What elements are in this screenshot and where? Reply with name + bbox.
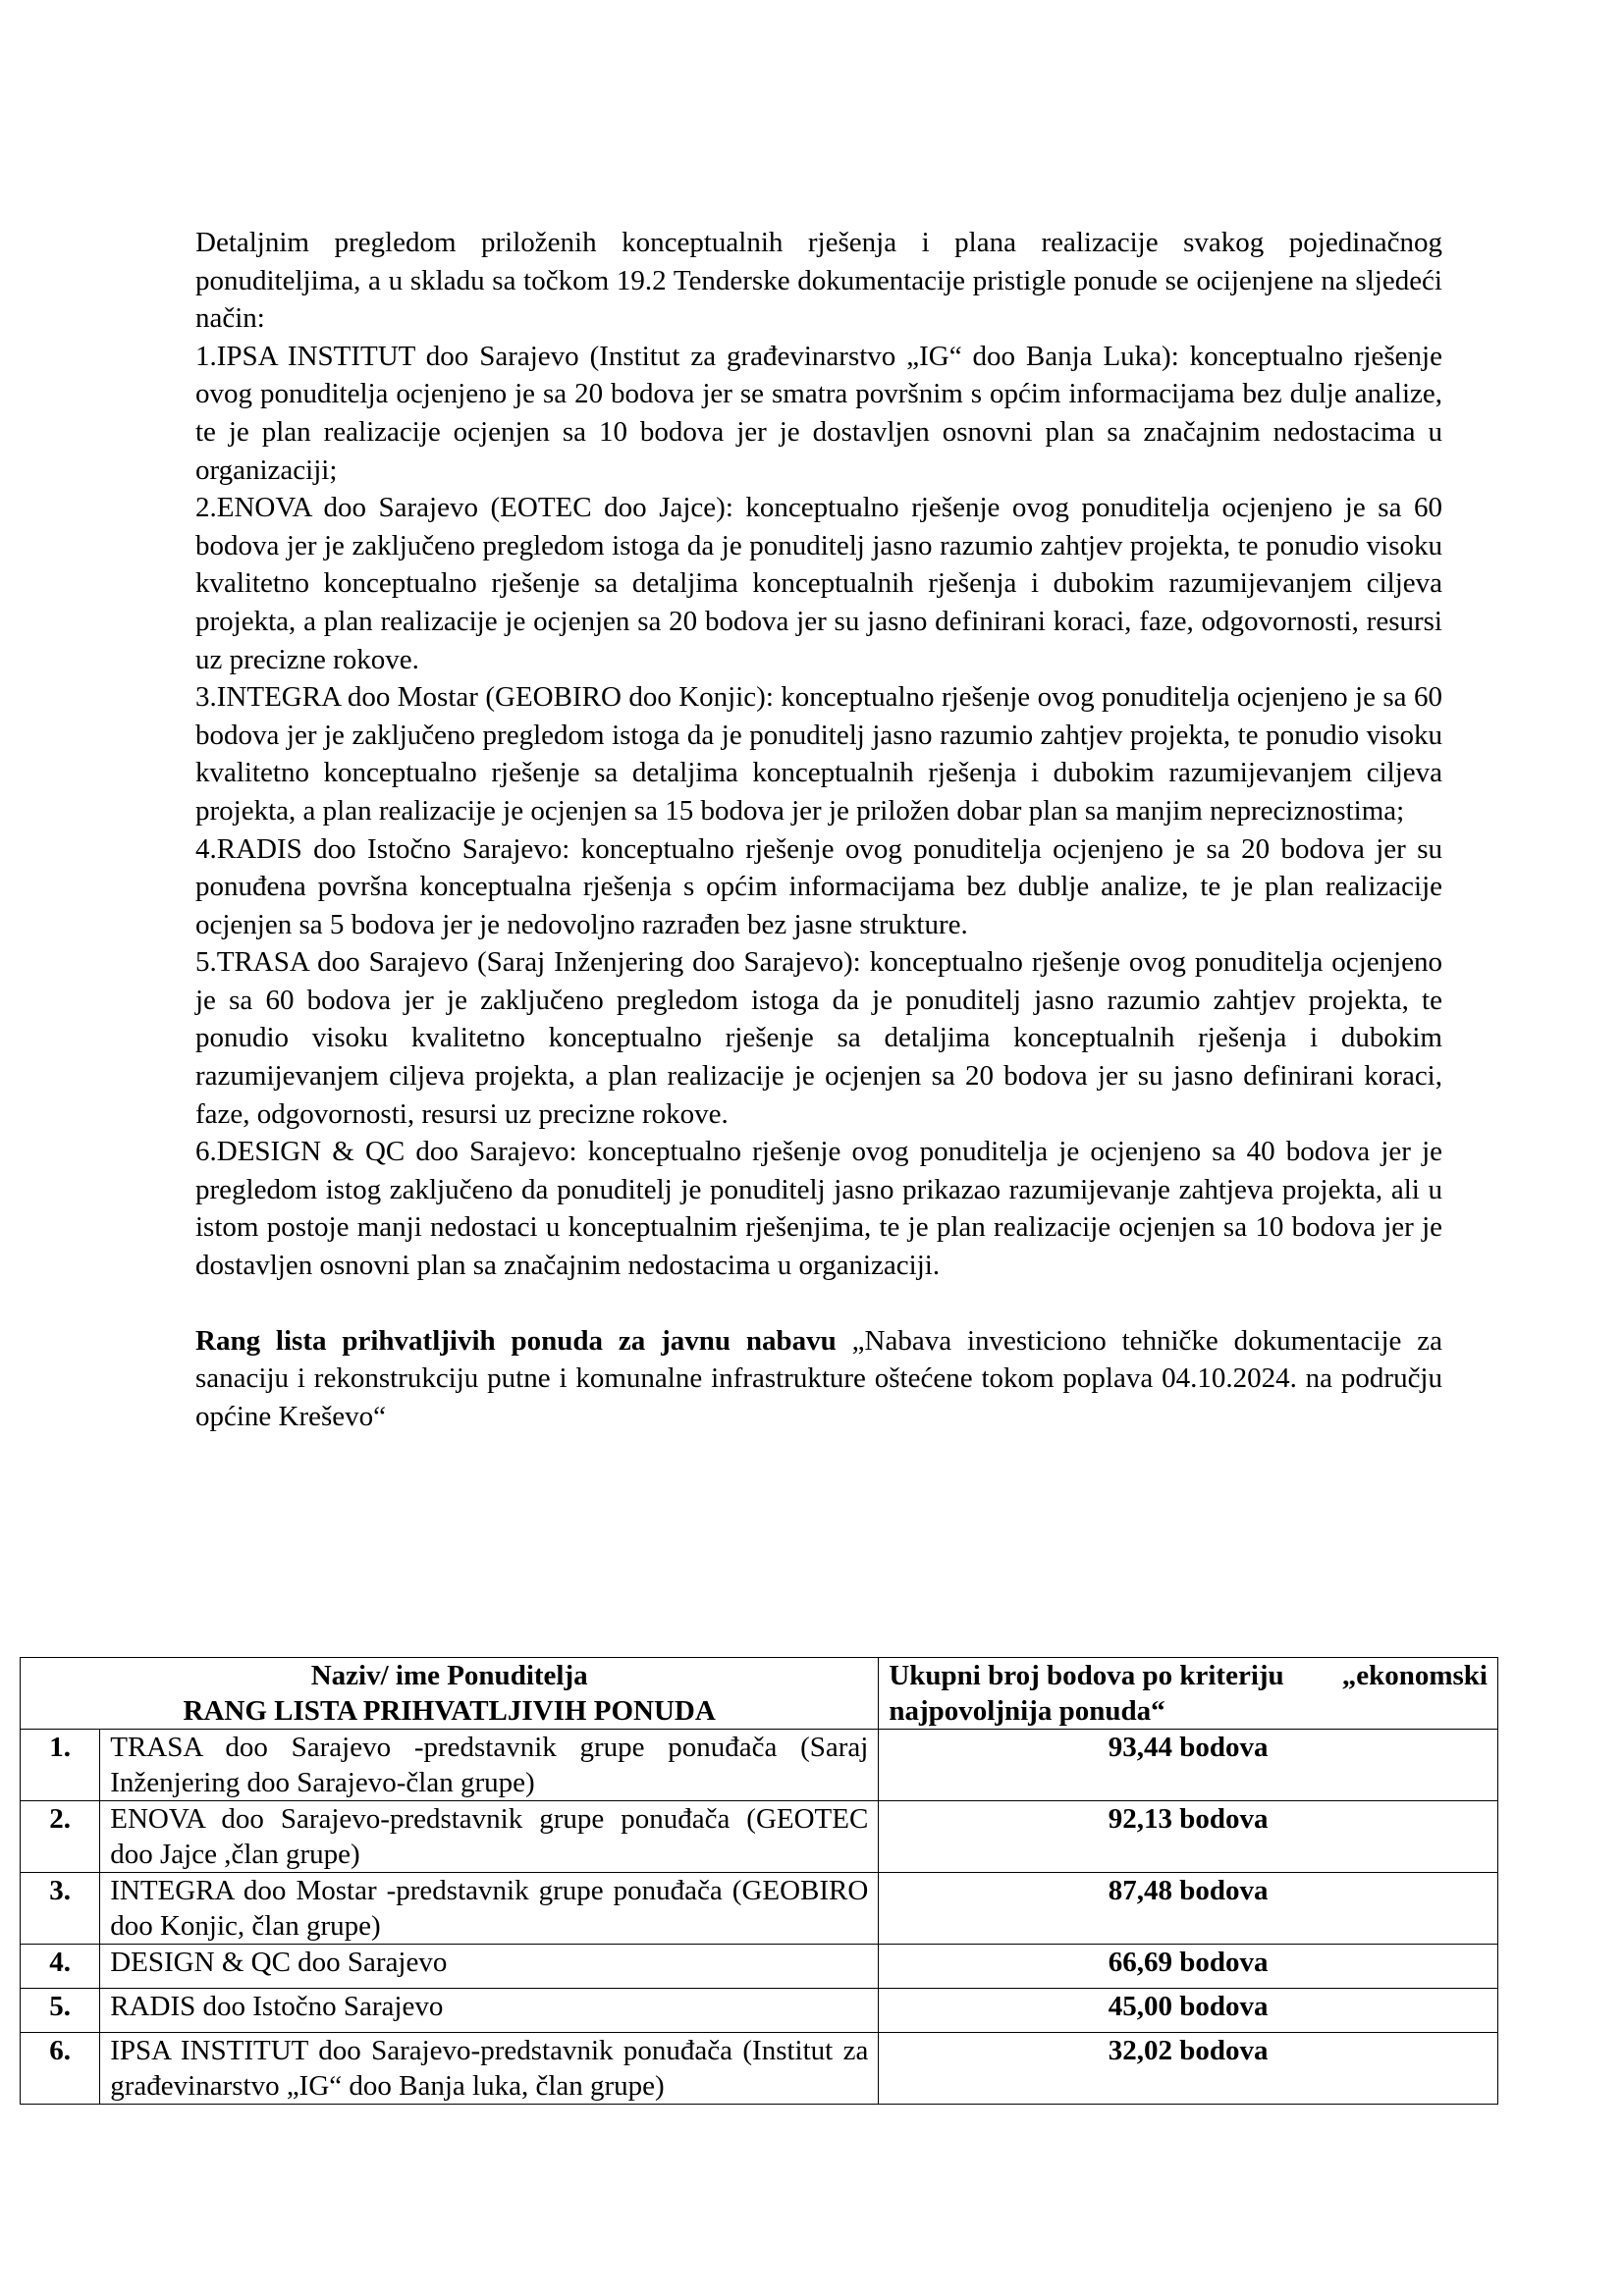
bidder-name: ENOVA doo Sarajevo-predstavnik grupe ponuđača (GEOTEC doo Jajce ,član grupe) (100, 1801, 879, 1873)
evaluation-6: 6.DESIGN & QC doo Sarajevo: konceptualno rješenje ovog ponuditelja je ocjenjeno sa 40 bodova jer je pregledom istog zaključeno da ponuditelj je ponuditelj jasno prikazao razumijevanje zahtjeva projekta, ali u istom postoje manji nedostaci u konceptualnim rješenjima, te je plan realizacije ocjenjen sa 10 bodova jer je dostavljen osnovni plan sa značajnim nedostacima u organizaciji. (195, 1136, 1442, 1282)
table-row (21, 1730, 1498, 1801)
bidder-points: 93,44 bodova (879, 1730, 1498, 1801)
header-total-points (879, 1658, 1498, 1730)
table-row (21, 1873, 1498, 1945)
evaluation-3: 3.INTEGRA doo Mostar (GEOBIRO doo Konjic): konceptualno rješenje ovog ponuditelja ocjenjeno je sa 60 bodova jer je zaključeno pregledom istoga da je ponuditelj jasno razumio zahtjev projekta, te ponudio visoku kvalitetno konceptualno rješenje sa detaljima konceptualnih rješenja i dubokim razumijevanjem ciljeva projekta, a plan realizacije je ocjenjen sa 15 bodova jer je priložen dobar plan sa manjim nepreciznostima; (195, 681, 1442, 827)
header-right-part1: Ukupni broj bodova po kriteriju (889, 1660, 1284, 1691)
evaluation-4: 4.RADIS doo Istočno Sarajevo: konceptualno rješenje ovog ponuditelja ocjenjeno je sa 20 bodova jer su ponuđena površna konceptualna rješenja s općim informacijama bez dublje analize, te je plan realizacije ocjenjen sa 5 bodova jer je nedovoljno razrađen bez jasne strukture. (195, 832, 1442, 940)
evaluation-1: 1.IPSA INSTITUT doo Sarajevo (Institut za građevinarstvo „IG“ doo Banja Luka): konceptualno rješenje ovog ponuditelja ocjenjeno je sa 20 bodova jer se smatra površnim s općim informacijama bez dulje analize, te je plan realizacije ocjenjen sa 10 bodova jer je dostavljen osnovni plan sa značajnim nedostacima u organizaciji; (195, 340, 1442, 486)
row-number: 5. (21, 1989, 100, 2033)
table-header-row (21, 1658, 1498, 1730)
row-number: 1. (21, 1730, 100, 1801)
body-text (195, 224, 1442, 1435)
row-number: 4. (21, 1945, 100, 1989)
evaluation-2: 2.ENOVA doo Sarajevo (EOTEC doo Jajce): konceptualno rješenje ovog ponuditelja ocjenjeno je sa 60 bodova jer je zaključeno pregledom istoga da je ponuditelj jasno razumio zahtjev projekta, te ponudio visoku kvalitetno konceptualno rješenje sa detaljima konceptualnih rješenja i dubokim razumijevanjem ciljeva projekta, a plan realizacije je ocjenjen sa 20 bodova jer su jasno definirani koraci, faze, odgovornosti, resursi uz precizne rokove. (195, 492, 1442, 675)
row-number: 2. (21, 1801, 100, 1873)
header-right-part2: „ekonomski (1341, 1660, 1488, 1691)
bidder-points: 45,00 bodova (879, 1989, 1498, 2033)
bidder-points: 92,13 bodova (879, 1801, 1498, 1873)
rang-heading-rest: „Nabava investiciono tehničke dokumentacije za sanaciju i rekonstrukciju putne i komunalne infrastrukture oštećene tokom poplava 04.10.2024. na području općine Kreševo“ (195, 1324, 1442, 1432)
bidder-name: RADIS doo Istočno Sarajevo (100, 1989, 879, 2033)
bidder-points: 66,69 bodova (879, 1945, 1498, 1989)
table-row (21, 1945, 1498, 1989)
header-left-line1: Naziv/ ime Ponuditelja (310, 1660, 588, 1691)
row-number: 3. (21, 1873, 100, 1945)
rang-heading-bold: Rang lista prihvatljivih ponuda za javnu nabavu (195, 1324, 837, 1357)
evaluation-5: 5.TRASA doo Sarajevo (Saraj Inženjering doo Sarajevo): konceptualno rješenje ovog ponuditelja ocjenjeno je sa 60 bodova jer je zaključeno pregledom istoga da je ponuditelj jasno razumio zahtjev projekta, te ponudio visoku kvalitetno konceptualno rješenje sa detaljima konceptualnih rješenja i dubokim razumijevanjem ciljeva projekta, a plan realizacije je ocjenjen sa 20 bodova jer su jasno definirani koraci, faze, odgovornosti, resursi uz precizne rokove. (195, 946, 1442, 1130)
header-bidder-name (21, 1658, 879, 1730)
bidder-points: 87,48 bodova (879, 1873, 1498, 1945)
header-left-line2: RANG LISTA PRIHVATLJIVIH PONUDA (183, 1695, 716, 1727)
table-row (21, 1989, 1498, 2033)
bidder-name: TRASA doo Sarajevo -predstavnik grupe ponuđača (Saraj Inženjering doo Sarajevo-član grupe) (100, 1730, 879, 1801)
bidder-name: DESIGN & QC doo Sarajevo (100, 1945, 879, 1989)
bidder-points: 32,02 bodova (879, 2033, 1498, 2105)
table-row (21, 1801, 1498, 1873)
table-row (21, 2033, 1498, 2105)
rang-list-heading (195, 1322, 1442, 1436)
row-number: 6. (21, 2033, 100, 2105)
intro-paragraph: Detaljnim pregledom priloženih konceptualnih rješenja i plana realizacije svakog pojedinačnog ponuditeljima, a u skladu sa točkom 19.2 Tenderske dokumentacije pristigle ponude se ocijenjene na sljedeći način: (195, 227, 1442, 335)
bidder-name: IPSA INSTITUT doo Sarajevo-predstavnik ponuđača (Institut za građevinarstvo „IG“ doo Banja luka, član grupe) (100, 2033, 879, 2105)
header-right-line2: najpovoljnija ponuda“ (889, 1695, 1165, 1727)
bidder-name: INTEGRA doo Mostar -predstavnik grupe ponuđača (GEOBIRO doo Konjic, član grupe) (100, 1873, 879, 1945)
ranking-table (20, 1657, 1498, 2105)
